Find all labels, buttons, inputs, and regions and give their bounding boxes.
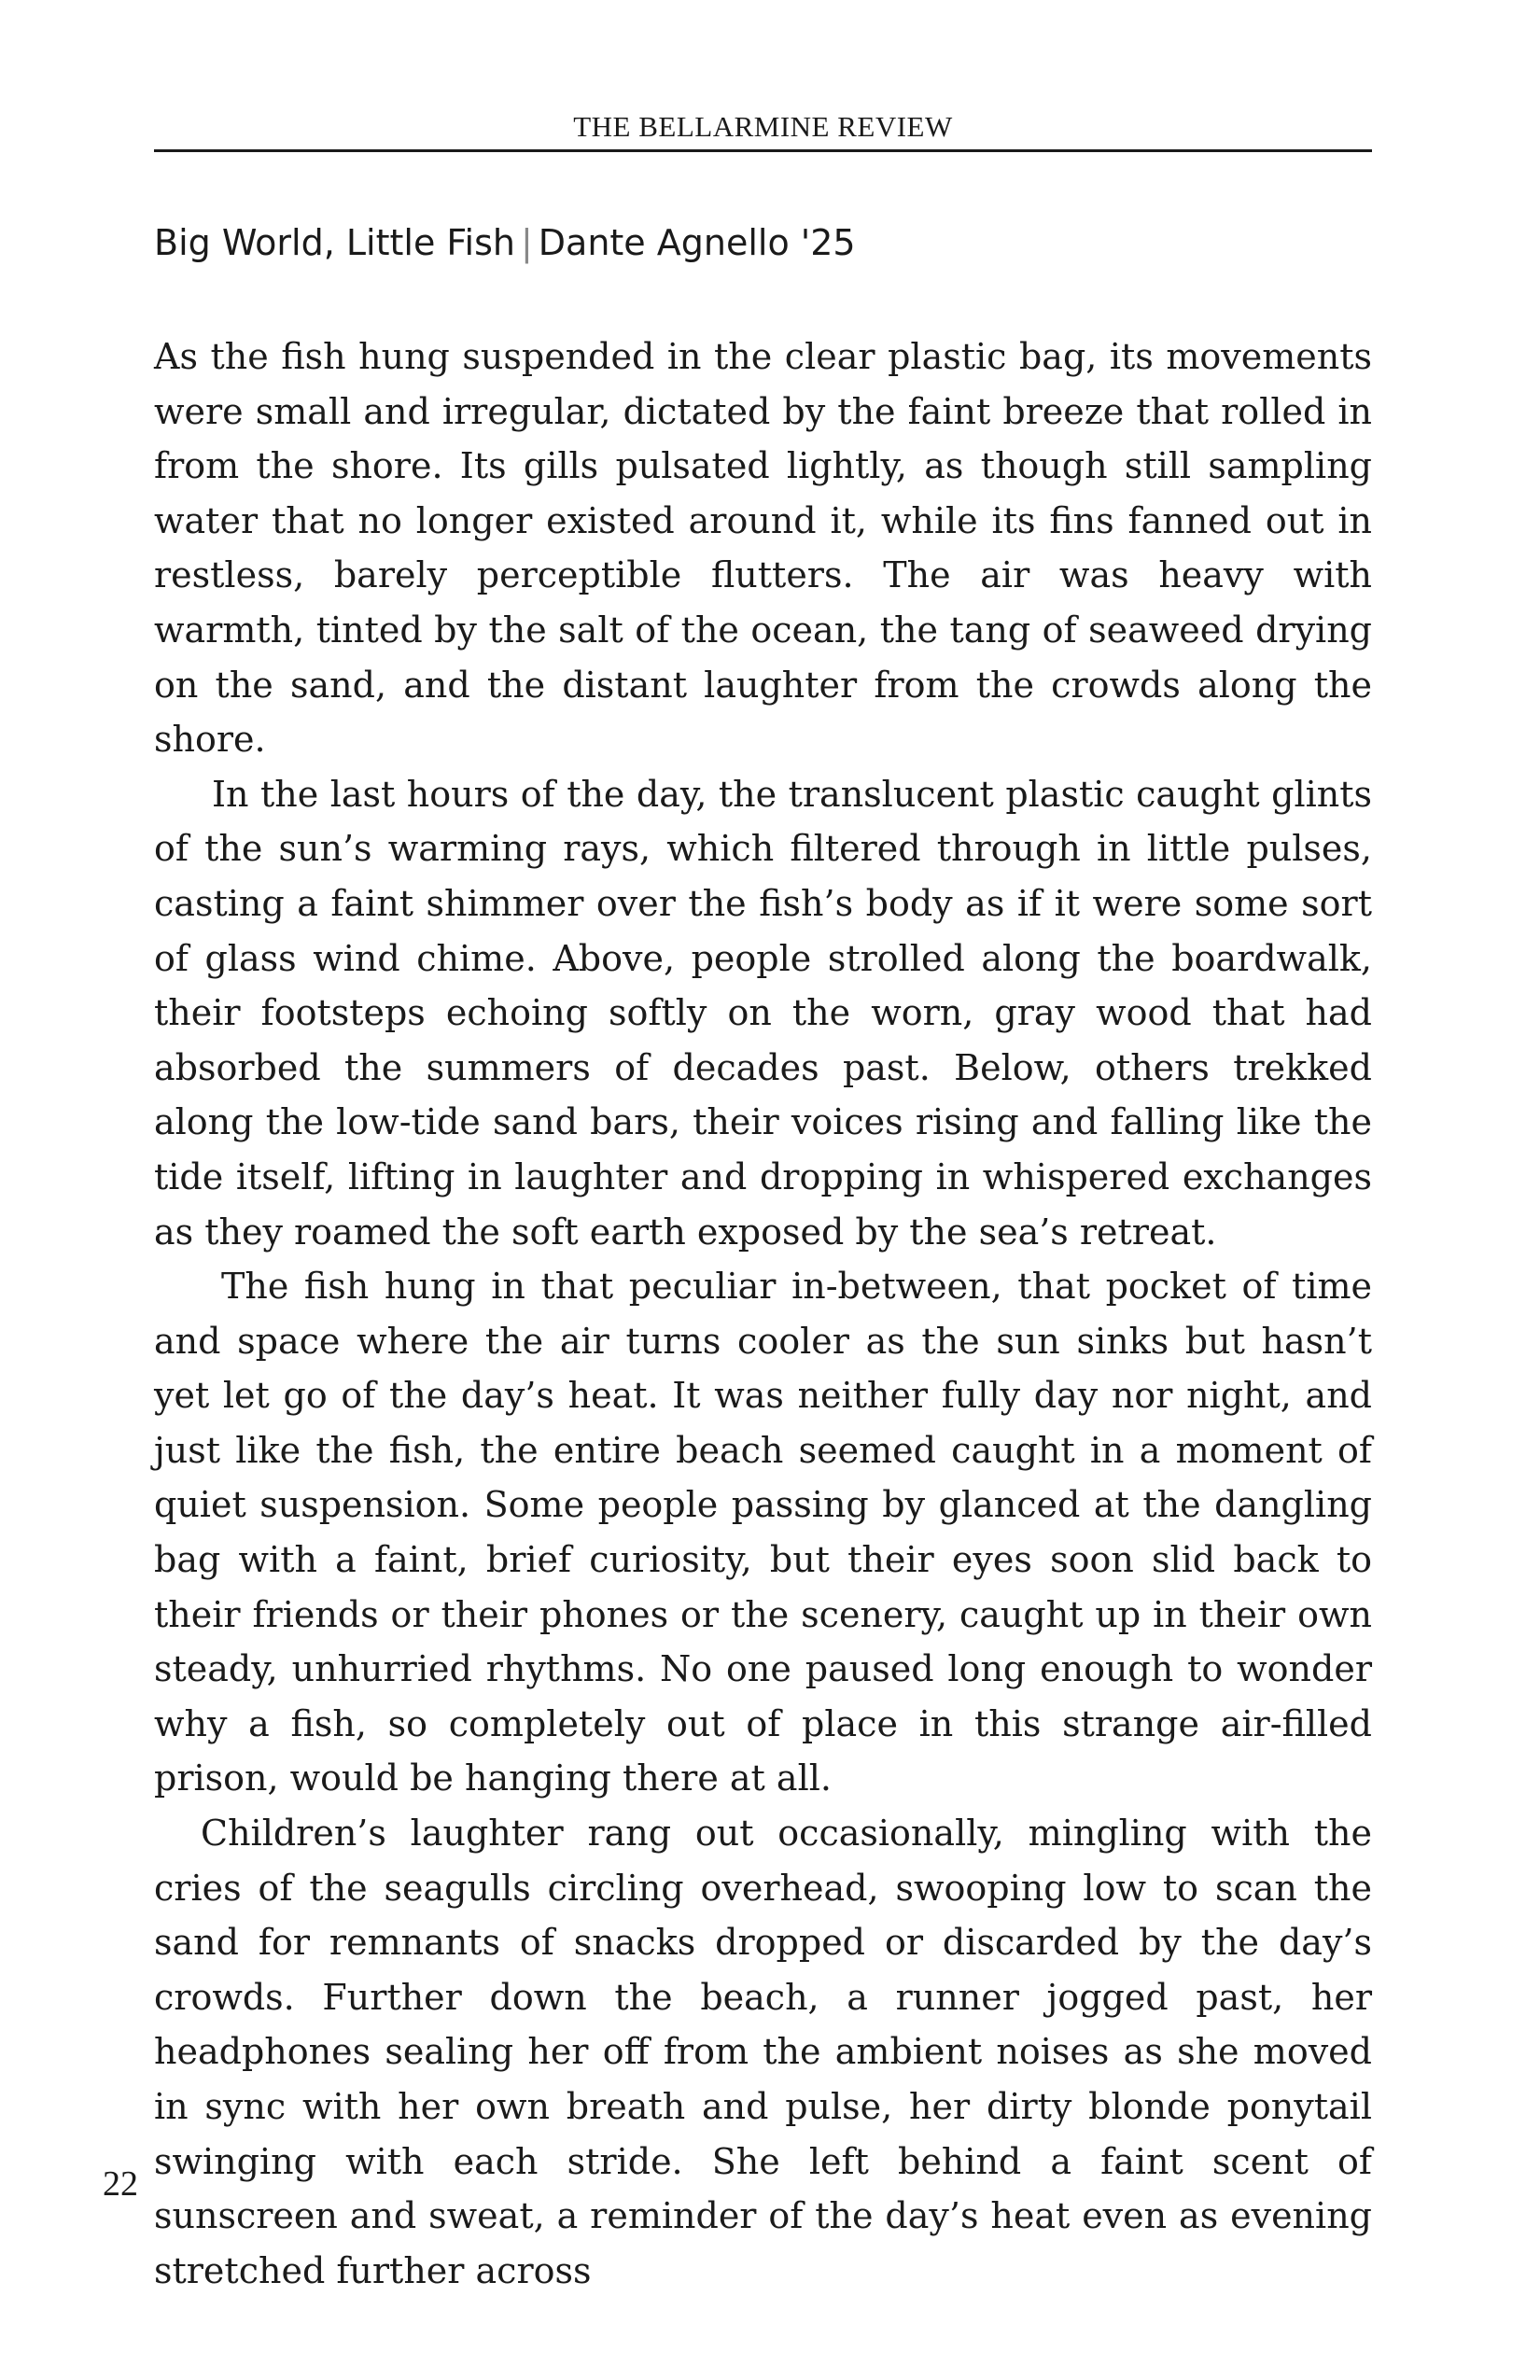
paragraph-1: As the fish hung suspended in the clear plastic bag, its movements were small and irregular, dictated by the faint breeze that rolled in from the shore. Its gills pulsated lightly, as though still sampling water that no longer existed around it, while its fins fanned out in restless, barely perceptible flutters. The air was heavy with warmth, tinted by the salt of the ocean, the tang of seaweed drying on the sand, and the distant laughter from the crowds along the shore.	[154, 336, 1372, 761]
paragraph-2: In the last hours of the day, the translucent plastic caught glints of the sun’s warming rays, which filtered through in little pulses, casting a faint shimmer over the fish’s body as if it were some sort of glass wind chime. Above, people strolled along the boardwalk, their footsteps echoing softly on the worn, gray wood that had absorbed the summers of decades past. Below, others trekked along the low-tide sand bars, their voices rising and falling like the tide itself, lifting in laughter and dropping in whispered exchanges as they roamed the soft earth exposed by the sea’s retreat.	[154, 773, 1372, 1253]
running-header: THE BELLARMINE REVIEW	[573, 110, 953, 143]
article-body	[154, 329, 1372, 2298]
title-separator: |	[520, 222, 533, 263]
paragraph-3: The fish hung in that peculiar in-between, that pocket of time and space where the air turns cooler as the sun sinks but hasn’t yet let go of the day’s heat. It was neither fully day nor night, and just like the fish, the entire beach seemed caught in a moment of quiet suspension. Some people passing by glanced at the dangling bag with a faint, brief curiosity, but their eyes soon slid back to their friends or their phones or the scenery, caught up in their own steady, unhurried rhythms. No one paused long enough to wonder why a fish, so completely out of place in this strange air-filled prison, would be hanging there at all.	[154, 1266, 1372, 1799]
article-title	[154, 222, 1372, 263]
byline: Dante Agnello '25	[538, 222, 856, 263]
title-text: Big World, Little Fish	[154, 222, 515, 263]
header-rule	[154, 149, 1372, 152]
page-number: 22	[103, 2164, 138, 2204]
paragraph-4: Children’s laughter rang out occasionally, mingling with the cries of the seagulls circling overhead, swooping low to scan the sand for remnants of snacks dropped or discarded by the day’s crowds. Further down the beach, a runner jogged past, her headphones sealing her off from the ambient noises as she moved in sync with her own breath and pulse, her dirty blonde ponytail swinging with each stride. She left behind a faint scent of sunscreen and sweat, a reminder of the day’s heat even as evening stretched further across	[154, 1813, 1372, 2291]
